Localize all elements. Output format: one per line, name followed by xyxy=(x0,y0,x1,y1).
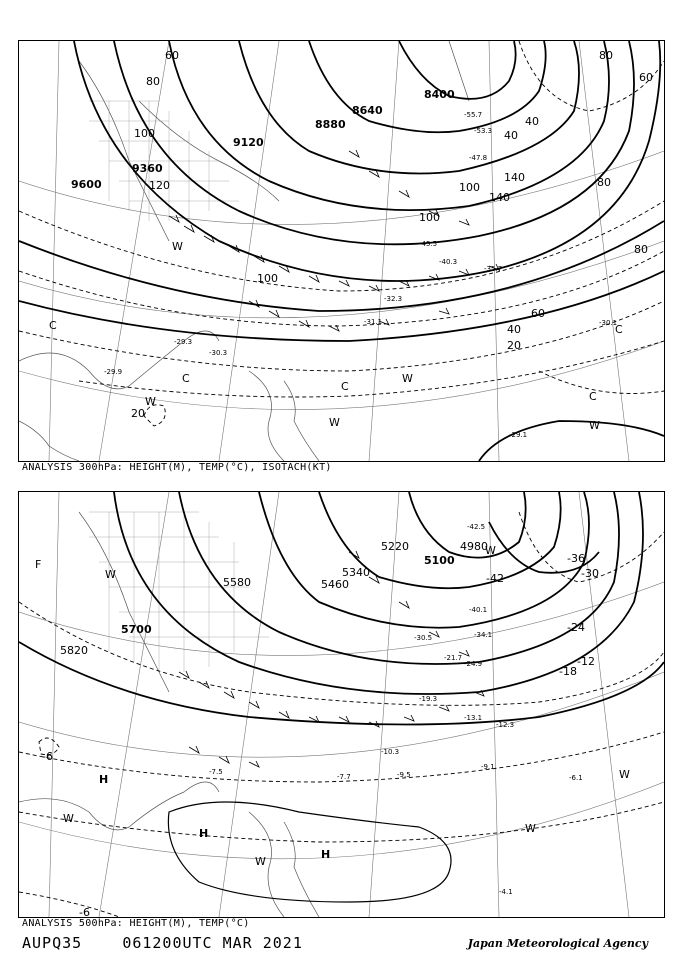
chart-code: AUPQ35 xyxy=(22,934,83,952)
panel-caption-500hpa: ANALYSIS 500hPa: HEIGHT(M), TEMP(°C) xyxy=(22,918,250,929)
isotach-label: 100 xyxy=(134,127,155,140)
high-center-label: H xyxy=(199,827,209,840)
isotach-label: 140 xyxy=(504,171,525,184)
isotach-label: 60 xyxy=(165,49,179,62)
height-label: 5820 xyxy=(60,644,88,657)
temp-label: -6.1 xyxy=(569,774,583,782)
isotach-label: 80 xyxy=(599,49,613,62)
height-label: 5340 xyxy=(342,566,370,579)
temp-label: -42.5 xyxy=(467,523,486,531)
temp-label: -30.5 xyxy=(414,634,433,642)
isotach-label: 20 xyxy=(507,339,521,352)
isotach-label: 120 xyxy=(149,179,170,192)
warm-center-label: W xyxy=(172,240,183,253)
isotach-label: 80 xyxy=(634,243,648,256)
temp-label: -30.3 xyxy=(209,349,228,357)
front-label: F xyxy=(35,558,42,571)
warm-center-label: W xyxy=(525,822,536,835)
isotach-label: 100 xyxy=(257,272,278,285)
temp-label: -12.3 xyxy=(496,721,515,729)
height-label: 8640 xyxy=(352,104,383,117)
temp-label: -40.1 xyxy=(469,606,488,614)
map-300hpa xyxy=(18,40,665,462)
temp-labels xyxy=(104,111,617,439)
height-contours xyxy=(19,41,664,461)
cold-center-label: C xyxy=(615,323,623,336)
hatched-area xyxy=(89,512,269,672)
warm-center-label: W xyxy=(255,855,266,868)
map-300hpa-canvas xyxy=(19,41,664,461)
temp-label: -12 xyxy=(577,655,595,668)
isotach-label: 80 xyxy=(597,176,611,189)
temp-label: -10.3 xyxy=(381,748,400,756)
temp-label: -35.7 xyxy=(484,265,503,273)
temp-label: -30 xyxy=(581,567,599,580)
temp-label: -42 xyxy=(486,572,504,585)
height-contours xyxy=(19,492,664,725)
high-center-label: H xyxy=(321,848,331,861)
temp-label: -40.3 xyxy=(439,258,458,266)
graticule xyxy=(19,41,664,461)
cold-center-label: C xyxy=(182,372,190,385)
isotach-label: 40 xyxy=(525,115,539,128)
temp-label: -13.1 xyxy=(464,714,483,722)
isotach-label: 40 xyxy=(504,129,518,142)
temp-label: -21.7 xyxy=(444,654,463,662)
temp-label: -9.1 xyxy=(481,763,495,771)
temp-label: -31.1 xyxy=(364,318,383,326)
temp-label: -7.7 xyxy=(337,773,351,781)
temp-label: -32.3 xyxy=(384,295,403,303)
temp-label: -24.9 xyxy=(464,660,483,668)
coastline xyxy=(19,512,319,917)
height-label: 8400 xyxy=(424,88,455,101)
height-label: 9360 xyxy=(132,162,163,175)
temp-label: -18 xyxy=(559,665,577,678)
warm-center-label: W xyxy=(63,812,74,825)
isotach-label: 100 xyxy=(459,181,480,194)
high-pressure-outline xyxy=(168,802,451,902)
temp-label: -45.5 xyxy=(419,240,438,248)
cold-center-label: C xyxy=(341,380,349,393)
chart-identifier xyxy=(22,934,303,952)
map-500hpa-canvas xyxy=(19,492,664,917)
height-label: 5580 xyxy=(223,576,251,589)
isotach-label: 140 xyxy=(489,191,510,204)
warm-center-label: W xyxy=(329,416,340,429)
height-label: 8880 xyxy=(315,118,346,131)
height-label: 5220 xyxy=(381,540,409,553)
warm-center-label: W xyxy=(485,544,496,557)
temp-label: -4.1 xyxy=(499,888,513,896)
isotach-label: 60 xyxy=(531,307,545,320)
warm-center-label: W xyxy=(402,372,413,385)
center-labels xyxy=(49,240,623,432)
hatched-area xyxy=(89,101,239,221)
height-label: 9120 xyxy=(233,136,264,149)
warm-center-label: W xyxy=(105,568,116,581)
warm-center-label: W xyxy=(589,419,600,432)
temp-label: -24 xyxy=(567,621,585,634)
isotach-label: 20 xyxy=(131,407,145,420)
height-label: 5460 xyxy=(321,578,349,591)
temp-label: -7.5 xyxy=(209,768,223,776)
temp-label: -34.1 xyxy=(474,631,493,639)
agency-name: Japan Meteorological Agency xyxy=(467,937,648,950)
isotach-label: 60 xyxy=(639,71,653,84)
temp-label: -6 xyxy=(42,750,53,763)
map-500hpa xyxy=(18,491,665,918)
temp-label: -29.1 xyxy=(509,431,528,439)
cold-center-label: C xyxy=(589,390,597,403)
temp-label: -55.7 xyxy=(464,111,483,119)
height-label: 5700 xyxy=(121,623,152,636)
temp-label: -6 xyxy=(79,906,90,917)
panel-caption-300hpa: ANALYSIS 300hPa: HEIGHT(M), TEMP(°C), ISOTACH(KT) xyxy=(22,462,332,473)
cold-center-label: C xyxy=(49,319,57,332)
temp-label: -29.9 xyxy=(104,368,123,376)
temp-label: -30.1 xyxy=(599,319,618,327)
temp-label: -47.8 xyxy=(469,154,488,162)
temp-label: -36 xyxy=(567,552,585,565)
isotach-label: 80 xyxy=(146,75,160,88)
height-label: 9600 xyxy=(71,178,102,191)
temp-label: -19.3 xyxy=(419,695,438,703)
warm-center-label: W xyxy=(619,768,630,781)
center-labels xyxy=(35,544,630,868)
temp-label: -29.3 xyxy=(174,338,193,346)
isotach-label: 40 xyxy=(507,323,521,336)
isotach-label: 100 xyxy=(419,211,440,224)
height-label: 4980 xyxy=(460,540,488,553)
warm-center-label: W xyxy=(145,395,156,408)
high-center-label: H xyxy=(99,773,109,786)
temp-label: -9.5 xyxy=(397,771,411,779)
chart-datetime: 061200UTC MAR 2021 xyxy=(122,934,303,952)
height-label: 5100 xyxy=(424,554,455,567)
temp-label: -53.3 xyxy=(474,127,493,135)
